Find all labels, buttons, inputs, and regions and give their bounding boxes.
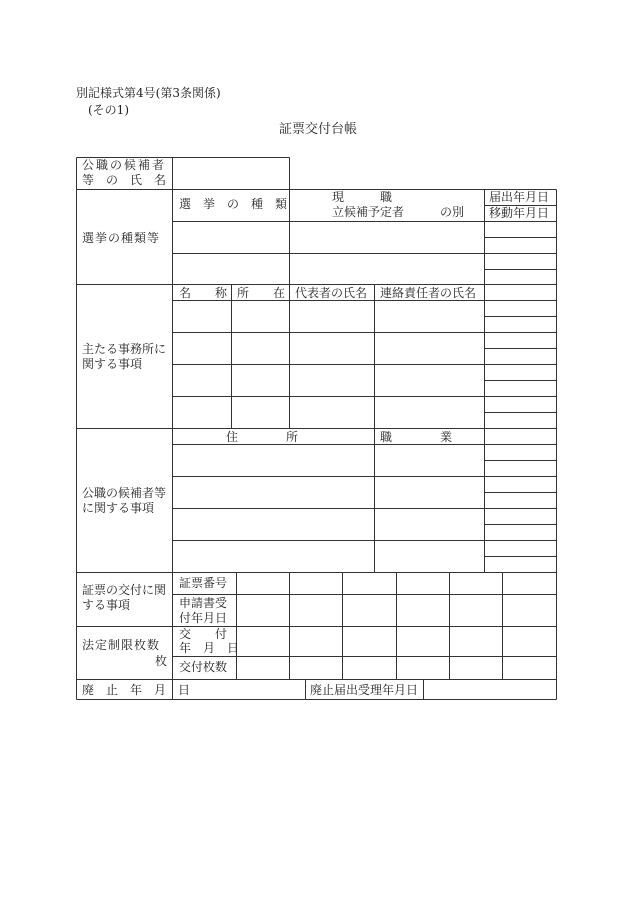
candidate-name-label-text-1: 公職の候補者 — [82, 158, 167, 172]
application-date-label-line2: 付年月日 — [179, 611, 228, 625]
notify-date-header: 届出年月日 — [489, 190, 550, 204]
page-title: 証票交付台帳 — [279, 122, 358, 137]
change-date-header: 移動年月日 — [489, 206, 550, 220]
office-section-label-line2: 関する事項 — [82, 357, 143, 371]
cert-number-label: 証票番号 — [179, 576, 228, 590]
contact-name-col-header: 連絡責任者の氏名 — [380, 286, 477, 300]
form-reference: 別記様式第4号(第3条関係) — [76, 86, 221, 100]
office-location-col-header: 所 在 — [237, 286, 286, 300]
legal-limit-label-line1: 法定制限枚数 — [82, 638, 161, 652]
office-section-label-line1: 主たる事務所に — [82, 342, 167, 356]
election-type-col-header: 選 挙 の 種 類 — [179, 197, 288, 211]
issue-date-label-line2: 年 月 日 — [179, 641, 240, 655]
election-type-section-label: 選挙の種類等 — [82, 231, 161, 245]
legal-limit-label-line2: 枚 — [155, 654, 168, 668]
abolish-date-label: 廃 止 年 月 日 — [82, 683, 191, 697]
issue-count-label: 交付枚数 — [179, 660, 228, 674]
current-post-header-line2: 立候補予定者 の別 — [332, 205, 465, 219]
abolish-notice-date-label: 廃止届出受理年月日 — [310, 683, 419, 697]
candidate-section-label-line2: に関する事項 — [82, 501, 155, 515]
candidate-section-label-line1: 公職の候補者等 — [82, 486, 167, 500]
office-name-col-header: 名 称 — [179, 286, 228, 300]
issue-date-label-line1: 交 付 — [179, 627, 228, 641]
occupation-col-header: 職 業 — [380, 430, 453, 444]
cert-section-label-line1: 証票の交付に関 — [82, 583, 167, 597]
candidate-name-label-line1 — [82, 158, 168, 173]
rep-name-col-header: 代表者の氏名 — [295, 286, 368, 300]
application-date-label-line1: 申請書受 — [179, 596, 228, 610]
address-col-header: 住 所 — [226, 430, 299, 444]
candidate-name-label-line2: 等 の 氏 名 — [82, 173, 167, 187]
form-sub-reference: (その1) — [88, 103, 129, 117]
current-post-header-line1: 現 職 — [332, 190, 393, 204]
cert-section-label-line2: する事項 — [82, 598, 131, 612]
